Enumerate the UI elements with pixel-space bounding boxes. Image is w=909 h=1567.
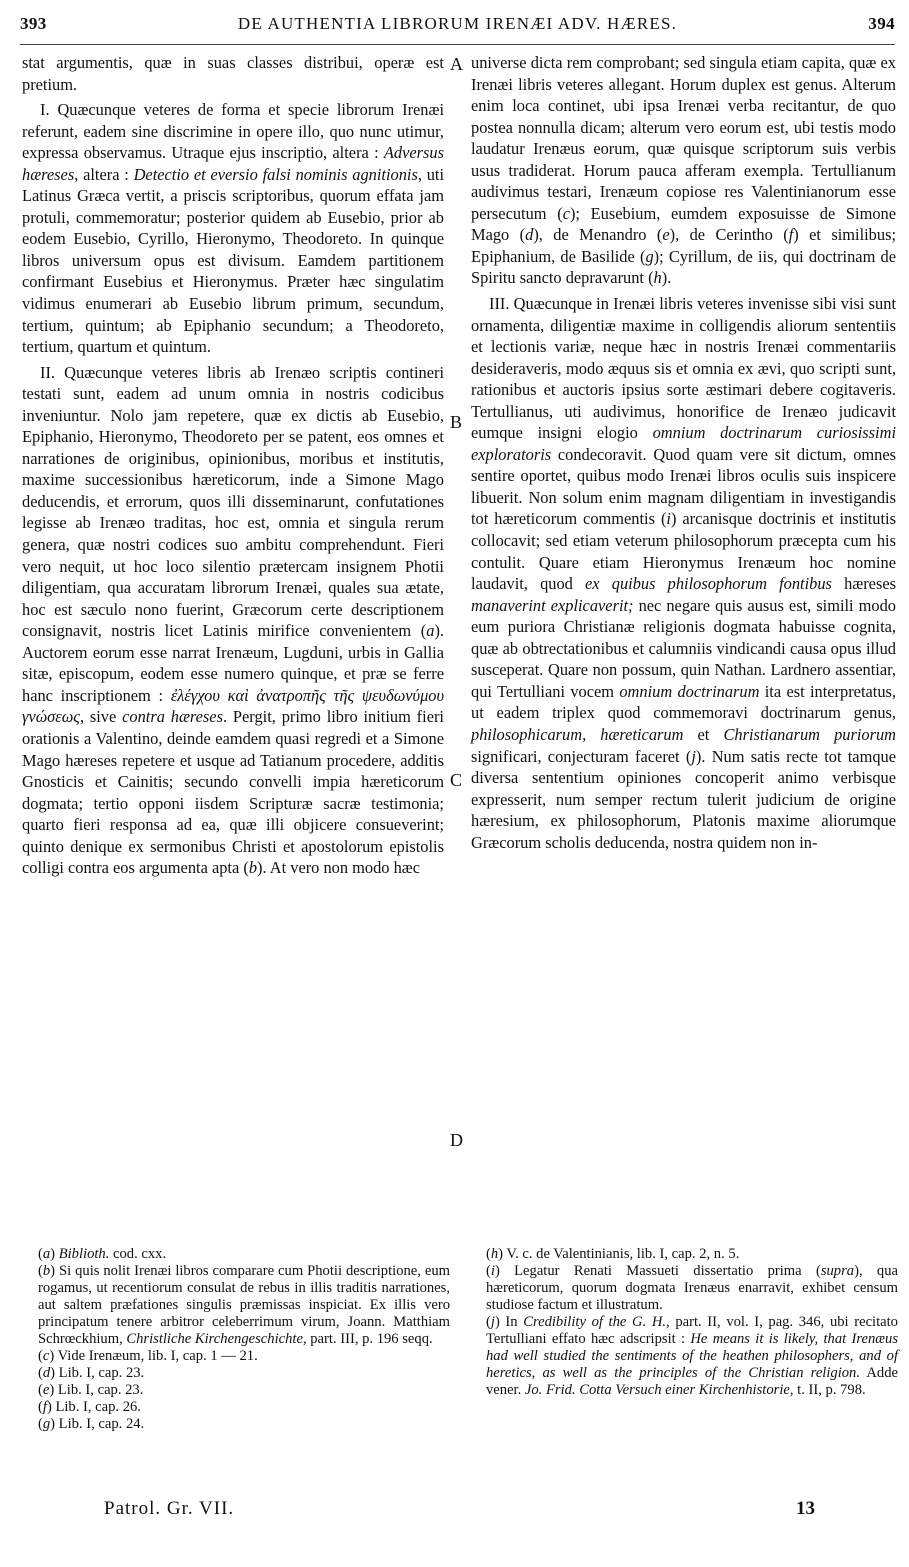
footnotes-left xyxy=(38,1246,450,1433)
italic-run: i xyxy=(666,509,671,529)
text-run: ), de Cerintho ( xyxy=(669,225,789,245)
text-run: , altera : xyxy=(74,164,134,184)
italic-run: c xyxy=(562,203,570,223)
left-paragraph-continuation: stat argumentis, quæ in suas classes distribui, operæ est pretium. xyxy=(22,53,444,94)
text-run: III. Quæcunque in Irenæi libris veteres invenisse sibi visi sunt ornamenta, diligentiæ maxime in colligendis aliorum sententiis et lectionis variæ, neque hæc in nostris Irenæi commentariis desideraveris, modo æquus sis et omnia ex ævi, quo scripti sunt, rationibus et auctoris ipsius sorte æstimari debere cogitaveris. Tertullianus, uti audivimus, honorifice de Irenæo judicavit eumque insigni elogio xyxy=(471,294,896,443)
text-run: ita est interpretatus, ut eadem triplex quod commemoravi doctrinarum genus, xyxy=(471,681,897,723)
italic-run: b xyxy=(248,858,258,878)
text-run: ( xyxy=(486,1314,491,1330)
italic-run: h xyxy=(490,1246,499,1262)
italic-run: Biblioth. xyxy=(58,1246,110,1262)
italic-run: f xyxy=(788,225,794,245)
italic-run: e xyxy=(662,225,670,245)
text-run: ) Lib. I, cap. 23. xyxy=(49,1382,144,1398)
text-run: . Pergit, primo libro initium fieri orationis a Valentino, deinde eamdem quasi regredi et a Simone Mago hæreses repetere et usque ad Tatianum procedere, additis Gnosticis et Cainitis; secundo convelli impia hæreticorum dogmata; tertio opponi iisdem Scripturæ sacræ testimonia; quarto fieri responsa ad ea, quæ illi objicere consueverint; quinto denique ex sermonibus Christi et apostolorum epistolis colligi contra eos argumenta apta ( xyxy=(22,707,444,878)
footnote-b xyxy=(38,1263,450,1348)
header-rule xyxy=(20,44,895,45)
page-number-left: 393 xyxy=(20,14,47,33)
italic-run: Adversus hæreses xyxy=(22,143,444,184)
left-paragraph-1 xyxy=(22,99,444,358)
text-run: et xyxy=(683,724,724,744)
italic-run: g xyxy=(645,246,654,266)
text-run: ) Lib. I, cap. 24. xyxy=(50,1416,145,1432)
page-number-right: 394 xyxy=(868,14,895,33)
italic-run: omnium doctrinarum xyxy=(619,681,760,701)
footnote-i xyxy=(486,1263,898,1314)
footnote-f xyxy=(38,1399,450,1416)
text-run: ); Cyrillum, de iis, qui doctrinam de Spiritu sancto depravarunt ( xyxy=(471,246,896,288)
text-run: ). xyxy=(661,268,672,288)
italic-run: ἐλέγχου καὶ ἀνατροπῆς τῆς ψευδωνύμου γνώσεως xyxy=(22,685,445,727)
left-paragraph-2 xyxy=(22,362,444,879)
text-run: ( xyxy=(38,1365,43,1381)
margin-marker-a: A xyxy=(450,54,463,74)
right-paragraph-3 xyxy=(471,293,896,853)
text-run: ( xyxy=(486,1246,491,1262)
text-run: universe dicta rem comprobant; sed singula etiam capita, quæ ex Irenæi libris veteres allegant. Horum duplex est genus. Alterum enim loca continet, ubi ipsa Irenæi verba recitantur, de quo postea nonnulla dicam; alterum vero eorum est, ubi testis modo laudatur Irenæus eorum, quæ quisque scriptorum suis verbis usus tradiderat. Horum pauca afferam exempla. Tertullianum audivimus testari, Irenæum copiose res Valentinianorum esse persecutum ( xyxy=(471,53,896,223)
italic-run: e xyxy=(42,1382,50,1398)
text-run: ) Lib. I, cap. 26. xyxy=(46,1399,141,1415)
footnote-j xyxy=(486,1314,898,1399)
text-run: ( xyxy=(486,1263,491,1279)
text-run: Adde vener. xyxy=(486,1365,898,1398)
text-run: condecoravit. Quod quam vere sit dictum, omnes sentire oportet, quibus modo Irenæi libros oculis suis inspicere libuerit. Non solum enim magnam diligentiam in investigandis tot hæreticorum commentis ( xyxy=(471,444,896,529)
margin-marker-d: D xyxy=(450,1130,463,1150)
footnotes-right xyxy=(486,1246,898,1399)
italic-run: i xyxy=(490,1263,495,1279)
italic-run: c xyxy=(42,1348,50,1364)
margin-marker-b: B xyxy=(450,412,463,432)
text-run: , sive xyxy=(79,707,123,727)
text-run: nec negare quis ausus est, simili modo eum puriora Christianæ religionis dogmata habuisse cognita, quæ ab obtrectationibus et calumniis vindicandi causa opus illud susceperat. Quare non possum, quin Nathan. Lardnero assentiar, qui Tertulliani vocem xyxy=(471,595,896,701)
text-run: ); Eusebium, eumdem exposuisse de Simone Mago ( xyxy=(471,203,896,245)
right-column xyxy=(471,52,896,853)
text-run: ) Vide Irenæum, lib. I, cap. 1 — 21. xyxy=(49,1348,258,1364)
text-run: ), qua hæreticorum, quorum dogmata Irenæus enarravit, exhibet censum studiose factum et illustratum. xyxy=(486,1263,898,1313)
italic-run: Jo. Frid. Cotta Versuch einer Kirchenhistorie xyxy=(524,1382,790,1398)
text-run: ) Legatur Renati Massueti dissertatio prima ( xyxy=(494,1263,821,1279)
italic-run: d xyxy=(42,1365,51,1381)
italic-run: Christliche Kirchengeschichte xyxy=(126,1331,303,1347)
text-run: , t. II, p. 798. xyxy=(789,1382,866,1398)
text-run: , uti Latinus Græca vertit, a priscis scriptoribus, quorum effata jam protuli, commemoratur; posterior quidem ab Eusebio, prior ab eodem Eusebio, Cyrillo, Hieronymo, Theodoreto. In quinque libros universum opus est divisum. Eamdem partitionem confirmant Eusebius et Hieronymus. Præter hæc singulatim vidimus enumerari ab Eusebio librum primum, secundum, tertium, quintum; ab Epiphanio secundum; a Theodoreto, tertium, quartum et quintum. xyxy=(22,164,444,357)
text-run: hæreses xyxy=(831,574,896,594)
text-run: ) arcanisque doctrinis et institutis collocavit; sed etiam veterum philosophorum præcepta cum his contulit. Quare etiam Hieronymus Irenæum hoc nomine laudavit, quod xyxy=(471,509,896,594)
text-run: ). At vero non modo hæc xyxy=(257,858,420,878)
italic-run: j xyxy=(490,1314,495,1330)
right-paragraph-continuation xyxy=(471,52,896,289)
footnote-e xyxy=(38,1382,450,1399)
italic-run: a xyxy=(426,621,435,641)
italic-run: g xyxy=(42,1416,51,1432)
margin-marker-c: C xyxy=(450,770,463,790)
signature-number: 13 xyxy=(796,1498,815,1519)
text-run: ( xyxy=(38,1399,43,1415)
series-footer: Patrol. Gr. VII. xyxy=(104,1498,235,1519)
text-run: ( xyxy=(38,1382,43,1398)
text-run: significari, conjecturam faceret ( xyxy=(471,746,692,766)
text-run: ), de Menandro ( xyxy=(533,225,663,245)
italic-run: manaverint explicaverit; xyxy=(471,595,634,615)
text-run: ( xyxy=(38,1263,43,1279)
text-run: ) et similibus; Epiphanium, de Basilide ( xyxy=(471,225,897,266)
footnote-a xyxy=(38,1246,450,1263)
text-run: ( xyxy=(38,1416,43,1432)
text-run: ) xyxy=(50,1246,59,1262)
footnote-c xyxy=(38,1348,450,1365)
running-title: DE AUTHENTIA LIBRORUM IRENÆI ADV. HÆRES. xyxy=(237,14,678,33)
italic-run: Credibility of the G. H. xyxy=(523,1314,667,1330)
italic-run: omnium doctrinarum curiosissimi exploratoris xyxy=(471,423,896,464)
text-run: II. Quæcunque veteres libris ab Irenæo scriptis contineri testati sunt, eadem ad unum omnia in nostris codicibus inveniuntur. Nolo jam repetere, quæ ex dictis ab Eusebio, Epiphanio, Hieronymo, Theodoreto per se patent, eos omnes et narrationes de originibus, opinionibus, moribus et institutis, maxime successionibus hæreticorum, inde a Simone Mago deducendis, et errorum, quos illi disseminarunt, confutationes legisse ab Irenæo traditas, hoc est, omnia et singula rerum genera, quæ nostri codices suo ambitu comprehendunt. Fieri vero nequit, ut hoc loco silentio prætercam insignem Photii diligentiam, qua accuratam librorum Irenæi, quales sua ætate, hoc est sæculo nono fuerint, Græcorum certe descriptionem consignavit, nostris licet Latinis mirifice convenientem ( xyxy=(22,362,444,641)
footnote-d xyxy=(38,1365,450,1382)
text-run: ) V. c. de Valentinianis, lib. I, cap. 2, n. 5. xyxy=(498,1246,740,1262)
footnote-g xyxy=(38,1416,450,1433)
text-run: ). Auctorem eorum esse narrat Irenæum, Lugduni, urbis in Gallia sitæ, episcopum, eodem esse numero quinque, et præ se ferre hanc inscriptionem : xyxy=(22,621,444,705)
text-run: cod. cxx. xyxy=(109,1246,167,1262)
text-run: ( xyxy=(38,1348,43,1364)
footnote-h xyxy=(486,1246,898,1263)
italic-run: supra xyxy=(820,1263,855,1279)
italic-run: d xyxy=(525,225,534,245)
italic-run: philosophicarum, hæreticarum xyxy=(471,724,684,744)
italic-run: He means it is likely, that Irenæus had well studied the sentiments of the heathen philosophers, and of heretics, as well as the principles of the Christian religion. xyxy=(486,1331,898,1381)
italic-run: ex quibus philosophorum fontibus xyxy=(585,574,832,594)
text-run: I. Quæcunque veteres de forma et specie librorum Irenæi referunt, eadem sine discrimine in opere illo, quo nunc utimur, expressa observamus. Utraque ejus inscriptio, altera : xyxy=(22,100,444,163)
italic-run: contra hæreses xyxy=(122,707,223,727)
text-run: ) Si quis nolit Irenæi libros comparare cum Photii descriptione, eum rogamus, ut recentiorum consulat de rebus in illis traditis narrationes, aut saltem præfationes singulis præmissas inspiciat. Ex illis vero principatum tenere arbitror celeberrimum virum, Joann. Matthiam Schrœckhium, xyxy=(38,1263,450,1347)
text-run: ( xyxy=(38,1246,43,1262)
italic-run: a xyxy=(42,1246,51,1262)
text-run: ) In xyxy=(494,1314,524,1330)
italic-run: f xyxy=(42,1399,47,1415)
text-run: , part. III, p. 196 seqq. xyxy=(302,1331,433,1347)
page-header xyxy=(20,14,895,40)
italic-run: h xyxy=(653,268,662,288)
italic-run: j xyxy=(691,746,696,766)
text-run: , part. II, vol. I, pag. 346, ubi recitato Tertulliani effato hæc adscripsit : xyxy=(486,1314,898,1347)
italic-run: Christianarum puriorum xyxy=(723,724,896,744)
left-column xyxy=(22,52,444,879)
italic-run: Detectio et eversio falsi nominis agnitionis xyxy=(133,164,418,184)
italic-run: b xyxy=(42,1263,51,1279)
text-run: ) Lib. I, cap. 23. xyxy=(50,1365,145,1381)
text-run: ). Num satis recte tot tamque diversa sententium opiniones concoperit animo verbisque expresserit, num semper rectum tulerit judicium de origine hæresium, ex philosophorum, Platonis maxime aliorumque Græcorum scholis deducenda, nostra quidem non in- xyxy=(471,746,896,852)
